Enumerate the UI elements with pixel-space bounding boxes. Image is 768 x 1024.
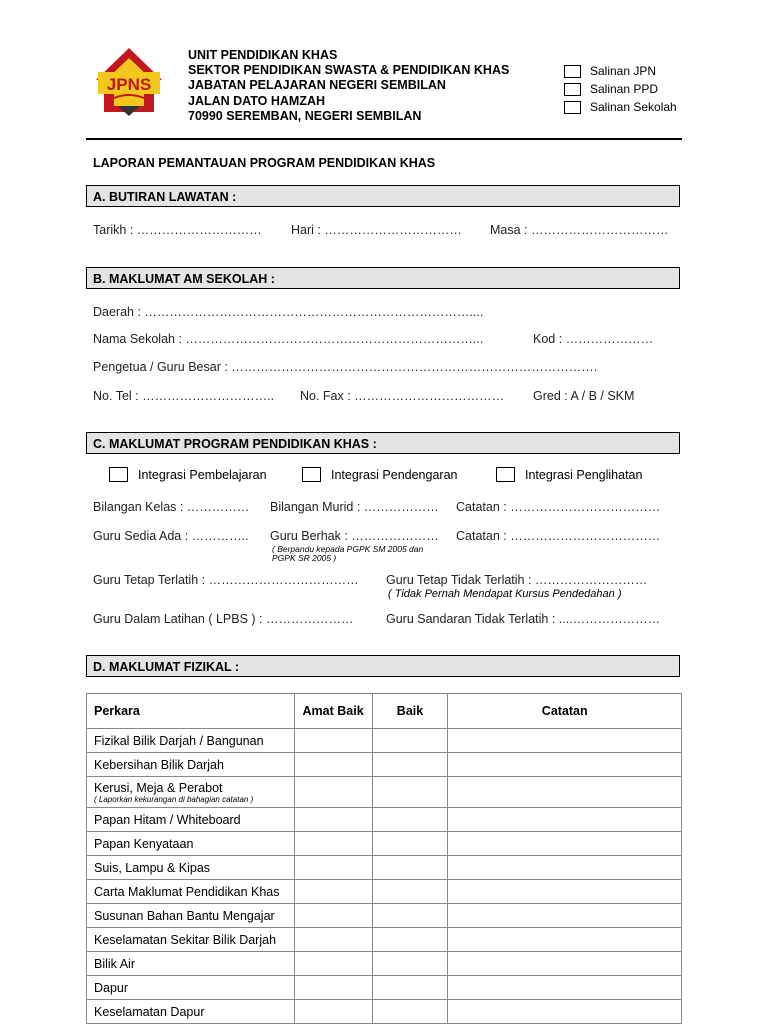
daerah-field[interactable]: Daerah : …………………………………………………………………….... <box>93 305 484 319</box>
amat-baik-cell[interactable] <box>294 880 372 904</box>
section-b-header: B. MAKLUMAT AM SEKOLAH : <box>86 267 680 289</box>
kod-field[interactable]: Kod : ………………… <box>533 332 654 346</box>
tidak-pernah-note: ( Tidak Pernah Mendapat Kursus Pendedahan ) <box>388 588 622 600</box>
perkara-label: Carta Maklumat Pendidikan Khas <box>94 884 280 899</box>
perkara-label: Susunan Bahan Bantu Mengajar <box>94 908 275 923</box>
table-body <box>87 729 682 1024</box>
program-option[interactable] <box>109 467 267 482</box>
perkara-label: Keselamatan Sekitar Bilik Darjah <box>94 932 277 947</box>
checkbox[interactable] <box>496 467 515 482</box>
baik-cell[interactable] <box>372 729 448 753</box>
perkara-label: Fizikal Bilik Darjah / Bangunan <box>94 733 264 748</box>
amat-baik-cell[interactable] <box>294 928 372 952</box>
perkara-cell <box>87 928 295 952</box>
catatan-cell[interactable] <box>448 856 682 880</box>
amat-baik-cell[interactable] <box>294 808 372 832</box>
report-title: LAPORAN PEMANTAUAN PROGRAM PENDIDIKAN KHAS <box>93 156 436 170</box>
amat-baik-cell[interactable] <box>294 976 372 1000</box>
catatan-cell[interactable] <box>448 1000 682 1024</box>
perkara-cell <box>87 904 295 928</box>
header-line: SEKTOR PENDIDIKAN SWASTA & PENDIDIKAN KHAS <box>188 63 510 78</box>
amat-baik-cell[interactable] <box>294 729 372 753</box>
column-header: Perkara <box>87 694 295 729</box>
jpns-logo-icon <box>92 46 166 120</box>
catatan-cell[interactable] <box>448 928 682 952</box>
gred-field[interactable]: Gred : A / B / SKM <box>533 389 635 403</box>
perkara-cell <box>87 976 295 1000</box>
table-row <box>87 832 682 856</box>
program-option-label: Integrasi Penglihatan <box>525 467 643 482</box>
table-row <box>87 753 682 777</box>
guru-berhak-note: ( Berpandu kepada PGPK SM 2005 dan <box>272 544 424 554</box>
perkara-label: Papan Kenyataan <box>94 836 194 851</box>
table-row <box>87 1000 682 1024</box>
program-option-label: Integrasi Pembelajaran <box>138 467 267 482</box>
guru-dalam-latihan-field[interactable]: Guru Dalam Latihan ( LPBS ) : ………………… <box>93 612 354 626</box>
guru-sedia-ada-field[interactable]: Guru Sedia Ada : ………….. <box>93 529 249 543</box>
copy-option[interactable] <box>564 98 677 116</box>
nama-sekolah-field[interactable]: Nama Sekolah : ……………………………………………………………... <box>93 332 484 346</box>
amat-baik-cell[interactable] <box>294 856 372 880</box>
baik-cell[interactable] <box>372 904 448 928</box>
copy-option[interactable] <box>564 62 677 80</box>
perkara-label: Dapur <box>94 980 129 995</box>
baik-cell[interactable] <box>372 1000 448 1024</box>
header-line: JALAN DATO HAMZAH <box>188 93 326 108</box>
amat-baik-cell[interactable] <box>294 777 372 808</box>
baik-cell[interactable] <box>372 808 448 832</box>
guru-berhak-field[interactable]: Guru Berhak : ………………… <box>270 529 439 543</box>
no-fax-field[interactable]: No. Fax : ……………………………… <box>300 389 505 403</box>
perkara-label: Kebersihan Bilik Darjah <box>94 757 224 772</box>
perkara-cell <box>87 856 295 880</box>
catatan-cell[interactable] <box>448 952 682 976</box>
table-row <box>87 729 682 753</box>
baik-cell[interactable] <box>372 880 448 904</box>
copy-label: Salinan Sekolah <box>590 100 677 114</box>
perkara-cell <box>87 808 295 832</box>
baik-cell[interactable] <box>372 777 448 808</box>
column-header: Baik <box>372 694 448 729</box>
perkara-label: Suis, Lampu & Kipas <box>94 860 211 875</box>
table-row <box>87 904 682 928</box>
perkara-cell <box>87 952 295 976</box>
perkara-cell <box>87 777 295 808</box>
baik-cell[interactable] <box>372 952 448 976</box>
perkara-label: Bilik Air <box>94 956 135 971</box>
perkara-cell <box>87 753 295 777</box>
catatan-cell[interactable] <box>448 808 682 832</box>
copy-label: Salinan JPN <box>590 64 657 78</box>
baik-cell[interactable] <box>372 832 448 856</box>
program-option[interactable] <box>302 467 457 482</box>
amat-baik-cell[interactable] <box>294 1000 372 1024</box>
table-row <box>87 928 682 952</box>
perkara-label: Kerusi, Meja & Perabot <box>94 780 223 795</box>
hari-field[interactable]: Hari : …………………………… <box>291 223 462 237</box>
catatan-cell[interactable] <box>448 904 682 928</box>
bilangan-kelas-field[interactable]: Bilangan Kelas : …………… <box>93 500 250 514</box>
table-row <box>87 976 682 1000</box>
bilangan-murid-field[interactable]: Bilangan Murid : ……………… <box>270 500 439 514</box>
baik-cell[interactable] <box>372 753 448 777</box>
checkbox[interactable] <box>302 467 321 482</box>
program-option-label: Integrasi Pendengaran <box>331 467 458 482</box>
header-line: JABATAN PELAJARAN NEGERI SEMBILAN <box>188 78 446 93</box>
section-c-header: C. MAKLUMAT PROGRAM PENDIDIKAN KHAS : <box>86 432 680 454</box>
section-d-header: D. MAKLUMAT FIZIKAL : <box>86 655 680 677</box>
table-row <box>87 856 682 880</box>
masa-field[interactable]: Masa : …………………………… <box>490 223 669 237</box>
header-line: 70990 SEREMBAN, NEGERI SEMBILAN <box>188 108 422 123</box>
guru-tetap-tidak-terlatih-field[interactable]: Guru Tetap Tidak Terlatih : ……………………… <box>386 573 648 587</box>
perkara-cell <box>87 729 295 753</box>
guru-tetap-terlatih-field[interactable]: Guru Tetap Terlatih : ……………………………… <box>93 573 359 587</box>
perkara-label: Papan Hitam / Whiteboard <box>94 812 241 827</box>
table-header-row <box>87 694 682 729</box>
pengetua-field[interactable]: Pengetua / Guru Besar : ……………………………………………………………………………. <box>93 360 598 374</box>
perkara-note: ( Laporkan kekurangan di bahagian catatan ) <box>94 794 254 804</box>
amat-baik-cell[interactable] <box>294 952 372 976</box>
section-a-header: A. BUTIRAN LAWATAN : <box>86 185 680 207</box>
checkbox[interactable] <box>564 101 581 114</box>
table-row <box>87 808 682 832</box>
checkbox[interactable] <box>564 65 581 78</box>
catatan-cell[interactable] <box>448 753 682 777</box>
checkbox[interactable] <box>109 467 128 482</box>
header-address <box>188 48 509 124</box>
catatan-field[interactable]: Catatan : ……………………………… <box>456 500 661 514</box>
amat-baik-cell[interactable] <box>294 904 372 928</box>
column-header: Amat Baik <box>294 694 372 729</box>
copy-label: Salinan PPD <box>590 82 659 96</box>
no-tel-field[interactable]: No. Tel : ………………………….. <box>93 389 275 403</box>
catatan-cell[interactable] <box>448 729 682 753</box>
baik-cell[interactable] <box>372 856 448 880</box>
catatan-cell[interactable] <box>448 777 682 808</box>
tarikh-field[interactable]: Tarikh : ………………………… <box>93 223 262 237</box>
guru-sandaran-field[interactable]: Guru Sandaran Tidak Terlatih : ....………………… <box>386 612 661 626</box>
perkara-label: Keselamatan Dapur <box>94 1004 205 1019</box>
amat-baik-cell[interactable] <box>294 832 372 856</box>
baik-cell[interactable] <box>372 928 448 952</box>
perkara-cell <box>87 832 295 856</box>
header-line: UNIT PENDIDIKAN KHAS <box>188 48 338 62</box>
amat-baik-cell[interactable] <box>294 753 372 777</box>
header-divider <box>86 138 682 140</box>
physical-condition-table <box>86 693 682 1024</box>
guru-berhak-note: PGPK SR 2005 ) <box>272 553 337 563</box>
catatan-cell[interactable] <box>448 976 682 1000</box>
program-option[interactable] <box>496 467 642 482</box>
svg-text:JPNS: JPNS <box>106 75 152 94</box>
perkara-cell <box>87 880 295 904</box>
catatan-cell[interactable] <box>448 880 682 904</box>
copies-list <box>564 62 677 116</box>
column-header: Catatan <box>448 694 682 729</box>
checkbox[interactable] <box>564 83 581 96</box>
table-row <box>87 777 682 808</box>
baik-cell[interactable] <box>372 976 448 1000</box>
catatan-cell[interactable] <box>448 832 682 856</box>
table-row <box>87 952 682 976</box>
table-row <box>87 880 682 904</box>
logo-shape <box>92 46 166 120</box>
perkara-cell <box>87 1000 295 1024</box>
catatan-field[interactable]: Catatan : ……………………………… <box>456 529 661 543</box>
copy-option[interactable] <box>564 80 677 98</box>
